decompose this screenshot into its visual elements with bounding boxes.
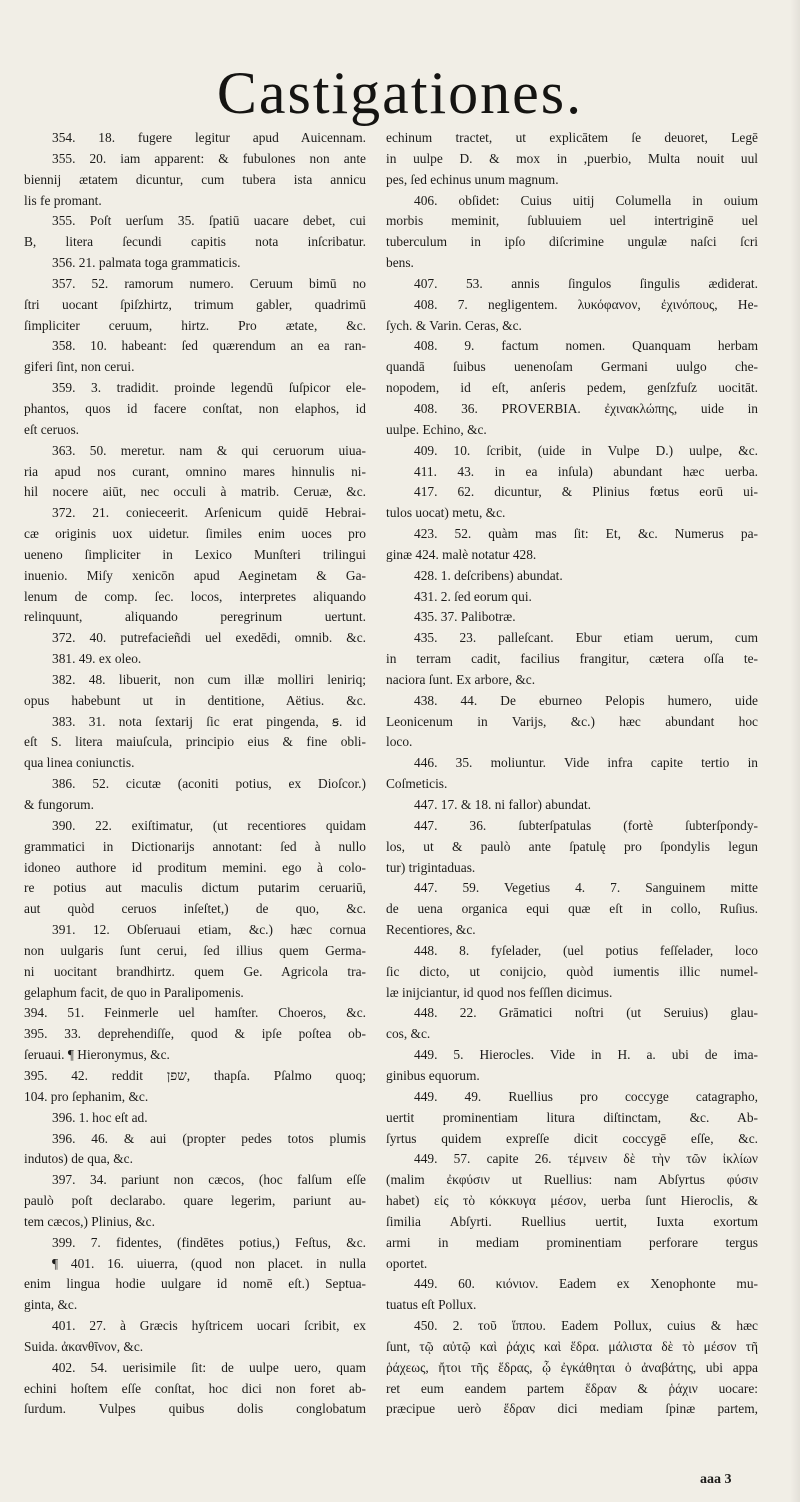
text-line: 357. 52. ramorum numero. Ceruum bimū no <box>52 275 366 291</box>
text-line: habet) εἰς τὸ κόκκυγα μέσον, uerba ſunt Hieroclis, & <box>386 1193 758 1209</box>
text-line: ſimpliciter ceruum, hirtz. Pro ætate, &c. <box>24 317 366 333</box>
text-line: 406. obſidet: Cuius uitij Columella in ouium <box>414 192 758 208</box>
left-column <box>24 128 366 1420</box>
page-edge-shadow <box>790 0 800 1502</box>
text-line: 435. 37. Palibotræ. <box>414 609 516 625</box>
text-line: ria apud nos curant, omnino mares hinnulis ni- <box>24 463 366 479</box>
text-line: relinquunt, aliquando peregrinum uertunt. <box>24 609 366 625</box>
text-line: 402. 54. uerisimile ſit: de uulpe uero, quam <box>52 1359 366 1375</box>
text-line: 354. 18. fugere legitur apud Auicennam. <box>52 130 366 145</box>
text-line: pes, ſed echinus unum magnum. <box>386 171 559 187</box>
text-line: ſych. & Varin. Ceras, &c. <box>386 317 522 333</box>
text-line: ¶ 401. 16. uiuerra, (quod non placet. in nulla <box>52 1255 366 1271</box>
text-line: 431. 2. ſed eorum qui. <box>414 588 532 604</box>
text-line: Suida. ἀκανθῖνον, &c. <box>24 1338 144 1354</box>
text-line: cos, &c. <box>386 1026 431 1042</box>
text-line: de uena organica equi quæ eſt in collo, Ruſius. <box>386 901 758 917</box>
text-line: 407. 53. annis ſingulos ſingulis ædiderat. <box>414 275 758 291</box>
text-line: 450. 2. τοῦ ἵππου. Eadem Pollux, cuius & hæc <box>414 1318 758 1334</box>
text-line: 448. 8. fyſelader, (uel potius feſſelader, loco <box>414 942 758 958</box>
text-line: 447. 17. & 18. ni fallor) abundat. <box>414 797 592 812</box>
text-line: tuberculum in ipſo diſcrimine ungulæ naſci ſcri <box>386 234 758 250</box>
text-line: 355. Poſt uerſum 35. ſpatiū uacare debet, cui <box>52 213 366 229</box>
text-line: enim lingua hodie uulgare id nomē eſt.) Septua- <box>24 1276 366 1292</box>
text-line: ginæ 424. malè notatur 428. <box>386 546 537 562</box>
text-line: 395. 42. reddit שפן, thapſa. Pſalmo quoq; <box>24 1067 366 1083</box>
text-line: hil nocere aiūt, nec occuli à matrib. Ceruæ, &c. <box>24 484 366 500</box>
text-line: 358. 10. habeant: ſed quærendum an ea ran- <box>52 338 366 354</box>
text-line: 363. 50. meretur. nam & qui ceruorum uiua- <box>52 442 366 458</box>
text-line: 399. 7. fidentes, (findētes potius,) Feſtus, &c. <box>52 1234 366 1250</box>
text-line: ginibus equorum. <box>386 1067 480 1083</box>
text-line: & fungorum. <box>24 797 94 812</box>
text-line: 447. 59. Vegetius 4. 7. Sanguinem mitte <box>414 880 758 896</box>
text-line: idoneo authore id proditum memini. ego à colo- <box>24 859 366 875</box>
text-line: 386. 52. cicutæ (aconiti potius, ex Dioſcor.) <box>52 776 366 792</box>
text-line: 411. 43. in ea inſula) abundant hæc uerba. <box>414 463 758 479</box>
text-line: 408. 9. factum nomen. Quanquam herbam <box>414 338 758 354</box>
text-line: naciora ſunt. Ex arbore, &c. <box>386 671 536 687</box>
text-line: 372. 40. putrefacieñdi uel exedēdi, omnib. &c. <box>52 630 366 646</box>
text-line: 394. 51. Feinmerle uel hamſter. Choeros, &c. <box>24 1005 366 1021</box>
text-line: giferi ſint, non cerui. <box>24 359 135 375</box>
text-line: 417. 62. dicuntur, & Plinius fœtus eorū ui- <box>414 484 758 500</box>
text-line: 391. 12. Obſeruaui etiam, &c.) hæc cornua <box>52 922 366 938</box>
text-line: tuatus eſt Pollux. <box>386 1297 477 1313</box>
text-line: 449. 5. Hierocles. Vide in H. a. ubi de ima- <box>414 1047 758 1063</box>
text-line: 390. 22. exiſtimatur, (ut recentiores quidam <box>52 817 366 833</box>
text-line: opus habebunt ut in dentitione, Aëtius. &c. <box>24 692 366 708</box>
text-line: morbis meminit, ſubluuiem uel intertriginē uel <box>386 213 758 229</box>
signature-mark: aaa 3 <box>700 1472 732 1487</box>
text-line: 435. 23. palleſcant. Ebur etiam uerum, cum <box>414 630 758 646</box>
text-line: ginta, &c. <box>24 1297 78 1313</box>
text-line: los, ut & paulò ante ſpatulę pro ſpondylis legun <box>386 838 758 854</box>
text-line: 446. 35. moliuntur. Vide infra capite tertio in <box>414 755 758 771</box>
text-line: eſt ceruos. <box>24 421 80 437</box>
text-line: ret eum eandem partem ἕδραν & ῥάχιν uocare: <box>386 1380 758 1396</box>
text-line: bens. <box>386 255 414 271</box>
text-line: loco. <box>386 734 413 750</box>
text-line: uulpe. Echino, &c. <box>386 421 487 437</box>
text-line: 423. 52. quàm mas ſit: Et, &c. Numerus pa- <box>414 526 758 542</box>
text-line: in terram cadit, facilius frangitur, cætera oſſa te- <box>386 651 758 667</box>
text-line: ſyrtus quidem expreſſe dicit coccygē eſſe, &c. <box>386 1130 758 1146</box>
text-line: 104. pro ſephanim, &c. <box>24 1088 149 1104</box>
text-line: 382. 48. libuerit, non cum illæ molliri leniriq; <box>52 671 366 687</box>
text-line: qua linea coniunctis. <box>24 755 135 771</box>
text-line: ῥάχεως, ἤτοι τῆς ἕδρας, ᾧ ἐγκάθηται ὁ ἀναβάτης, ubi appa <box>386 1359 758 1375</box>
text-line: cæ originis uox uidetur. ſimiles enim uoces pro <box>24 526 366 542</box>
text-line: 438. 44. De eburneo Pelopis humero, uide <box>414 692 758 708</box>
text-line: 396. 46. & aui (propter pedes totos plumis <box>52 1130 366 1146</box>
text-line: 449. 49. Ruellius pro coccyge catagrapho, <box>414 1088 758 1104</box>
text-line: Coſmeticis. <box>386 776 448 792</box>
text-line: armi in mediam prominentiam perforare tergus <box>386 1234 758 1250</box>
text-line: lis fe promant. <box>24 192 102 208</box>
text-line: 408. 7. negligentem. λυκόφανον, ἐχινόπους, He- <box>414 296 758 312</box>
text-line: 428. 1. deſcribens) abundat. <box>414 567 563 583</box>
text-line: præcipue uerò ἕδραν dici mediam ſpinæ partem, <box>386 1401 758 1417</box>
text-line: Recentiores, &c. <box>386 922 476 938</box>
text-line: quandā ſuibus uenenoſam Germani uulgo che- <box>386 359 758 375</box>
text-line: 449. 57. capite 26. τέμνειν δὲ τὴν τῶν ἰκλίων <box>414 1151 758 1167</box>
text-line: 397. 34. pariunt non cæcos, (hoc falſum eſſe <box>52 1172 366 1188</box>
text-line: echinum tractet, ut explicātem ſe deuoret, Legē <box>386 130 758 145</box>
text-line: 409. 10. ſcribit, (uide in Vulpe D.) uulpe, &c. <box>414 442 758 458</box>
text-line: 355. 20. iam apparent: & fubulones non ante <box>52 150 366 166</box>
text-line: 381. 49. ex oleo. <box>52 651 142 667</box>
text-line: Leonicenum in Varijs, &c.) hæc abundant hoc <box>386 713 758 729</box>
text-line: nopodem, id eſt, anſeris pedem, genſzfuſz uocitāt. <box>386 380 758 396</box>
text-line: 359. 3. tradidit. proinde legendū ſuſpicor ele- <box>52 380 366 396</box>
text-line: ueneno ſimpliciter in Lexico Munſteri trilingui <box>24 546 366 562</box>
text-line: re potius aut maculis dictum putarim ceruariū, <box>24 880 366 896</box>
text-line: 396. 1. hoc eſt ad. <box>52 1109 148 1125</box>
text-line: eſt S. litera maiuſcula, principio eius & fine obli- <box>24 734 366 750</box>
text-line: oportet. <box>386 1255 428 1271</box>
text-line: 449. 60. κιόνιον. Eadem ex Xenophonte mu- <box>414 1276 758 1292</box>
text-line: ſeruaui. ¶ Hieronymus, &c. <box>24 1047 170 1063</box>
text-line: paulò poſt declarabo. quare legerim, pariunt au- <box>24 1193 366 1209</box>
text-line: 356. 21. palmata toga grammaticis. <box>52 255 241 271</box>
text-line: tulos uocat) metu, &c. <box>386 505 506 521</box>
text-line: biennij ætatem dicuntur, cum tubera ista annicu <box>24 171 366 187</box>
text-line: ſurdum. Vulpes quibus dolis conglobatum <box>24 1401 366 1417</box>
text-line: in uulpe D. & mox in ,puerbio, Multa nouit uul <box>386 150 758 166</box>
text-line: 383. 31. nota ſextarij ſic erat pingenda, ꞩ. id <box>52 713 366 729</box>
text-line: echini hoſtem eſſe conſtat, hoc dici non foret ab- <box>24 1380 366 1396</box>
text-line: ſic dicto, ut conijcio, quòd iumentis illic numel- <box>386 963 758 979</box>
text-line: lenum de comp. ſec. locos, interpretes aliquando <box>24 588 366 604</box>
text-line: 401. 27. à Græcis hyſtricem uocari ſcribit, ex <box>52 1318 366 1334</box>
page-title: Castigationes. <box>216 60 584 126</box>
text-line: ni uocitant brandhirtz. quem Ge. Agricola tra- <box>24 963 366 979</box>
text-line: 408. 36. PROVERBIA. ἐχινακλώπης, uide in <box>414 400 758 416</box>
text-line: (malim ἐκφύσιν ut Ruellius: nam Abſyrtus φύσιν <box>386 1172 758 1188</box>
right-column <box>386 128 758 1420</box>
text-line: gelaphum facit, de quo in Paralipomenis. <box>24 984 244 1000</box>
text-line: ſunt, τῷ αὐτῷ καὶ ῥάχις καὶ ἕδρα. μάλιστα δὲ τὸ μέσον τῆ <box>386 1338 758 1354</box>
text-line: læ inijciantur, id quod nos feſſlen dicimus. <box>386 984 613 1000</box>
text-line: ſimilia Abſyrti. Ruellius uertit, Iuxta exortum <box>386 1213 758 1229</box>
text-line: aut quòd ceruos inſeſtet,) de quo, &c. <box>24 901 366 917</box>
text-line: ſtri uocant ſpiſzhirtz, trimum gabler, quadrimū <box>24 296 366 312</box>
text-line: tem cæcos,) Plinius, &c. <box>24 1213 155 1229</box>
text-line: 372. 21. conieceerit. Arſenicum quidē Hebrai- <box>52 505 366 521</box>
text-line: non uulgaris ſunt cerui, ſed illius quem Germa- <box>24 942 366 958</box>
text-line: 395. 33. deprehendiſſe, quod & ipſe poſtea ob- <box>24 1026 366 1042</box>
text-line: B, litera ſecundi capitis nota inſcribatur. <box>24 234 366 250</box>
text-line: indutos) de qua, &c. <box>24 1151 133 1167</box>
text-line: inuenio. Miſy xenicōn apud Aeginetam & Ga- <box>24 567 366 583</box>
text-line: 447. 36. ſubterſpatulas (fortè ſubterſpondy- <box>414 817 758 833</box>
text-line: uertit prominentiam litura diſtinctam, &c. Ab- <box>386 1109 758 1125</box>
text-line: 448. 22. Grāmatici noſtri (ut Seruius) glau- <box>414 1005 758 1021</box>
text-line: phantos, quos id facere conſtat, non elaphos, id <box>24 400 366 416</box>
text-line: tur) trigintaduas. <box>386 859 476 875</box>
text-line: grammatici in Dictionarijs annotant: ſed à nullo <box>24 838 366 854</box>
